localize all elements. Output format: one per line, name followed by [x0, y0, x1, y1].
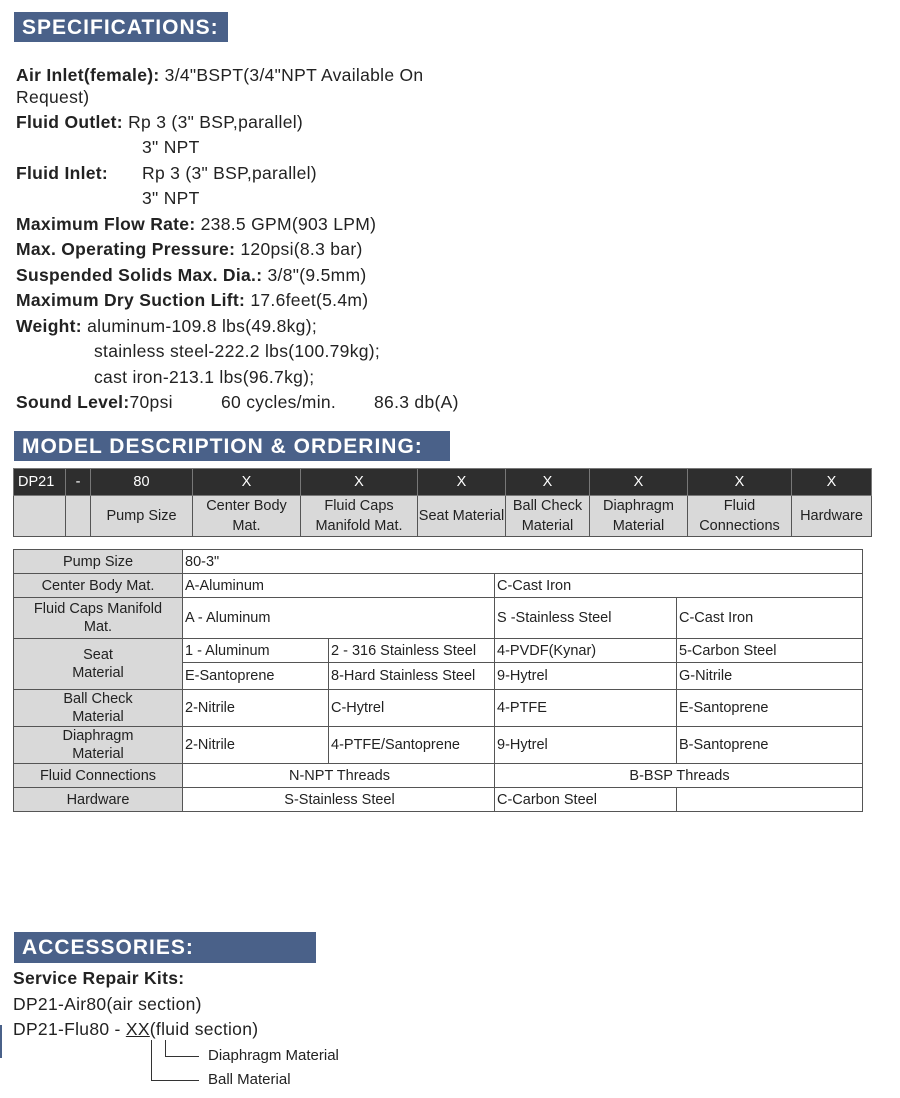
code-cell: X [688, 469, 792, 496]
spec-sound-cycles: 60 cycles/min. [221, 392, 337, 412]
option-label: Ball Check Material [14, 690, 183, 727]
option-value: B-BSP Threads [495, 764, 863, 788]
ordering-code-table [13, 468, 872, 537]
spec-weight: Weight: aluminum-109.8 lbs(49.8kg); [16, 316, 317, 336]
option-value: B-Santoprene [677, 727, 863, 764]
desc-cell: Center Body Mat. [193, 496, 301, 537]
option-value: C-Carbon Steel [495, 788, 677, 812]
desc-cell [14, 496, 66, 537]
option-value: 9-Hytrel [495, 663, 677, 690]
option-value: 9-Hytrel [495, 727, 677, 764]
callout-line [165, 1056, 199, 1057]
callout-diaphragm: Diaphragm Material [208, 1047, 339, 1064]
desc-cell: Hardware [792, 496, 872, 537]
specifications-banner: SPECIFICATIONS: [14, 12, 228, 42]
table-row [14, 639, 863, 663]
option-label: Diaphragm Material [14, 727, 183, 764]
code-cell: X [506, 469, 590, 496]
code-cell: 80 [91, 469, 193, 496]
code-cell: - [66, 469, 91, 496]
model-banner: MODEL DESCRIPTION & ORDERING: [14, 431, 450, 461]
option-label: Seat Material [14, 639, 183, 690]
option-value: C-Cast Iron [495, 574, 863, 598]
option-value: A-Aluminum [183, 574, 495, 598]
spec-fluid-inlet-value: Rp 3 (3" BSP,parallel) [142, 163, 317, 183]
option-value: 1 - Aluminum [183, 639, 329, 663]
option-label: Hardware [14, 788, 183, 812]
desc-cell: Seat Material [418, 496, 506, 537]
edge-mark [0, 1025, 2, 1058]
code-cell: X [418, 469, 506, 496]
code-row [14, 469, 872, 496]
code-cell: X [301, 469, 418, 496]
kits-title: Service Repair Kits: [13, 968, 185, 988]
spec-max-pressure: Max. Operating Pressure: 120psi(8.3 bar) [16, 239, 363, 259]
spec-air-inlet-cont: Request) [16, 87, 90, 107]
option-value: 2-Nitrile [183, 690, 329, 727]
table-row [14, 788, 863, 812]
option-value: 5-Carbon Steel [677, 639, 863, 663]
table-row [14, 550, 863, 574]
table-row [14, 690, 863, 727]
spec-dry-lift: Maximum Dry Suction Lift: 17.6feet(5.4m) [16, 290, 369, 310]
table-row [14, 727, 863, 764]
spec-max-flow: Maximum Flow Rate: 238.5 GPM(903 LPM) [16, 214, 377, 234]
desc-row [14, 496, 872, 537]
option-label: Center Body Mat. [14, 574, 183, 598]
option-value-empty [677, 788, 863, 812]
option-label: Fluid Connections [14, 764, 183, 788]
option-value: 2 - 316 Stainless Steel [329, 639, 495, 663]
callout-line [151, 1040, 152, 1081]
option-value: 8-Hard Stainless Steel [329, 663, 495, 690]
callout-line [151, 1080, 199, 1081]
table-row [14, 574, 863, 598]
table-row [14, 764, 863, 788]
spec-fluid-outlet-npt: 3" NPT [142, 137, 200, 157]
options-table [13, 549, 863, 812]
desc-cell: Pump Size [91, 496, 193, 537]
option-value: E-Santoprene [183, 663, 329, 690]
spec-weight-ss: stainless steel-222.2 lbs(100.79kg); [94, 341, 381, 361]
kit-fluid: DP21-Flu80 - XX(fluid section) [13, 1019, 259, 1039]
spec-sound: Sound Level:70psi [16, 392, 173, 412]
option-value: A - Aluminum [183, 598, 495, 639]
desc-cell: Diaphragm Material [590, 496, 688, 537]
code-cell: X [590, 469, 688, 496]
spec-sound-db: 86.3 db(A) [374, 392, 459, 412]
desc-cell: Fluid Caps Manifold Mat. [301, 496, 418, 537]
spec-air-inlet: Air Inlet(female): 3/4"BSPT(3/4"NPT Available On [16, 65, 424, 85]
option-value: 80-3" [183, 550, 863, 574]
option-value: 4-PVDF(Kynar) [495, 639, 677, 663]
desc-cell: Fluid Connections [688, 496, 792, 537]
option-value: 4-PTFE/Santoprene [329, 727, 495, 764]
spec-fluid-outlet: Fluid Outlet: Rp 3 (3" BSP,parallel) [16, 112, 304, 132]
option-value: C-Cast Iron [677, 598, 863, 639]
code-cell: DP21 [14, 469, 66, 496]
option-value: C-Hytrel [329, 690, 495, 727]
spec-weight-ci: cast iron-213.1 lbs(96.7kg); [94, 367, 315, 387]
spec-fluid-inlet: Fluid Inlet: [16, 163, 109, 183]
option-value: E-Santoprene [677, 690, 863, 727]
kit-code: XX [125, 1019, 150, 1039]
desc-cell [66, 496, 91, 537]
option-label: Fluid Caps Manifold Mat. [14, 598, 183, 639]
option-value: N-NPT Threads [183, 764, 495, 788]
accessories-banner: ACCESSORIES: [14, 932, 316, 963]
option-value: 2-Nitrile [183, 727, 329, 764]
spec-solids: Suspended Solids Max. Dia.: 3/8"(9.5mm) [16, 265, 367, 285]
kit-air: DP21-Air80(air section) [13, 994, 202, 1014]
spec-fluid-inlet-npt: 3" NPT [142, 188, 200, 208]
option-value: G-Nitrile [677, 663, 863, 690]
option-value: S -Stainless Steel [495, 598, 677, 639]
desc-cell: Ball Check Material [506, 496, 590, 537]
code-cell: X [193, 469, 301, 496]
option-label: Pump Size [14, 550, 183, 574]
table-row [14, 598, 863, 639]
code-cell: X [792, 469, 872, 496]
callout-ball: Ball Material [208, 1071, 291, 1088]
option-value: 4-PTFE [495, 690, 677, 727]
callout-line [165, 1040, 166, 1057]
option-value: S-Stainless Steel [183, 788, 495, 812]
